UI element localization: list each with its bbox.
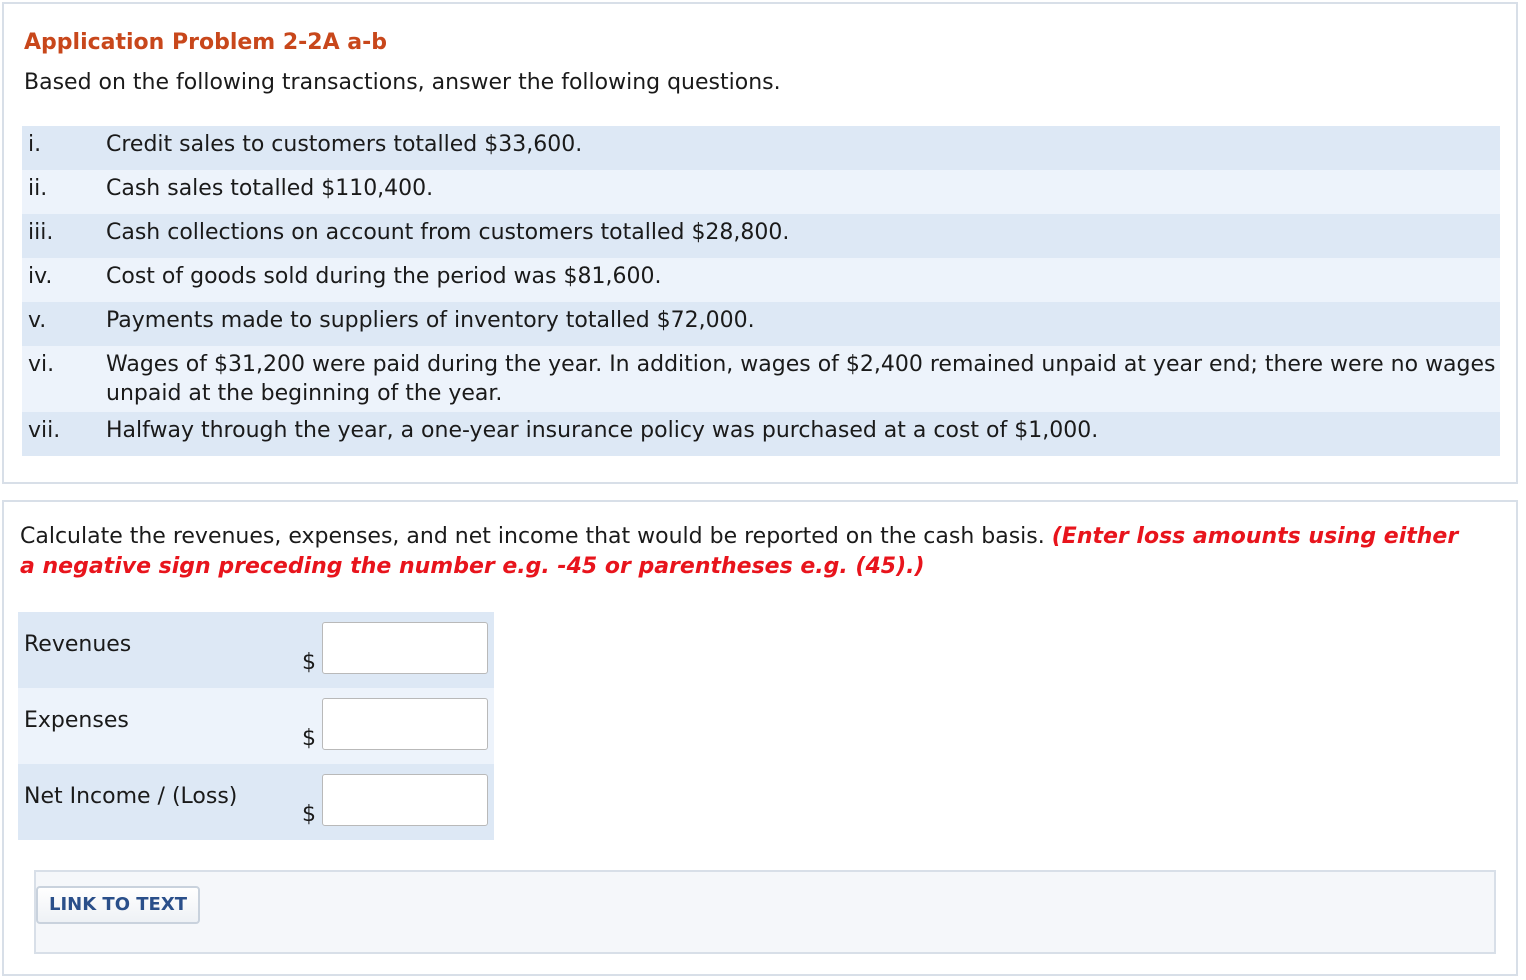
transaction-number: iv. <box>28 264 53 289</box>
transaction-text: Wages of $31,200 were paid during the year. In addition, wages of $2,400 remained unpaid at year end; there were no wages unpaid at the beginning of the year. <box>106 352 1496 406</box>
table-row <box>22 412 1500 456</box>
link-area <box>34 870 1496 954</box>
transaction-number: i. <box>28 132 42 157</box>
transaction-text: Payments made to suppliers of inventory totalled $72,000. <box>106 308 755 333</box>
question-note: (Enter loss amounts using either a negative sign preceding the number e.g. -45 or parentheses e.g. (45).) <box>20 524 1459 579</box>
transaction-number: vi. <box>28 352 55 377</box>
transactions-table <box>22 126 1500 456</box>
problem-subtitle: Based on the following transactions, answer the following questions. <box>24 70 781 95</box>
table-row <box>22 346 1500 412</box>
transaction-number: iii. <box>28 220 54 245</box>
problem-title: Application Problem 2-2A a-b <box>24 30 388 55</box>
question-text-block <box>20 522 1460 582</box>
table-row <box>22 126 1500 170</box>
transaction-text: Cash collections on account from customers totalled $28,800. <box>106 220 790 245</box>
answer-row-net-income <box>18 764 494 840</box>
transaction-number: vii. <box>28 418 61 443</box>
expenses-label: Expenses <box>24 708 129 733</box>
expenses-input[interactable] <box>322 698 488 750</box>
transaction-number: v. <box>28 308 47 333</box>
table-row <box>22 170 1500 214</box>
table-row <box>22 214 1500 258</box>
answer-row-revenues <box>18 612 494 688</box>
revenues-input[interactable] <box>322 622 488 674</box>
transaction-number: ii. <box>28 176 48 201</box>
table-row <box>22 258 1500 302</box>
answer-row-expenses <box>18 688 494 764</box>
question-text: Calculate the revenues, expenses, and net income that would be reported on the cash basis. <box>20 524 1045 549</box>
revenues-label: Revenues <box>24 632 132 657</box>
currency-symbol: $ <box>302 650 316 675</box>
answer-table <box>18 612 494 840</box>
currency-symbol: $ <box>302 802 316 827</box>
currency-symbol: $ <box>302 726 316 751</box>
table-row <box>22 302 1500 346</box>
transaction-text: Cost of goods sold during the period was $81,600. <box>106 264 662 289</box>
link-to-text-button[interactable]: LINK TO TEXT <box>36 886 200 924</box>
transaction-text: Cash sales totalled $110,400. <box>106 176 434 201</box>
net-income-label: Net Income / (Loss) <box>24 784 238 809</box>
transaction-text: Halfway through the year, a one-year insurance policy was purchased at a cost of $1,000. <box>106 418 1099 443</box>
problem-panel <box>2 2 1518 484</box>
net-income-input[interactable] <box>322 774 488 826</box>
transaction-text: Credit sales to customers totalled $33,600. <box>106 132 583 157</box>
